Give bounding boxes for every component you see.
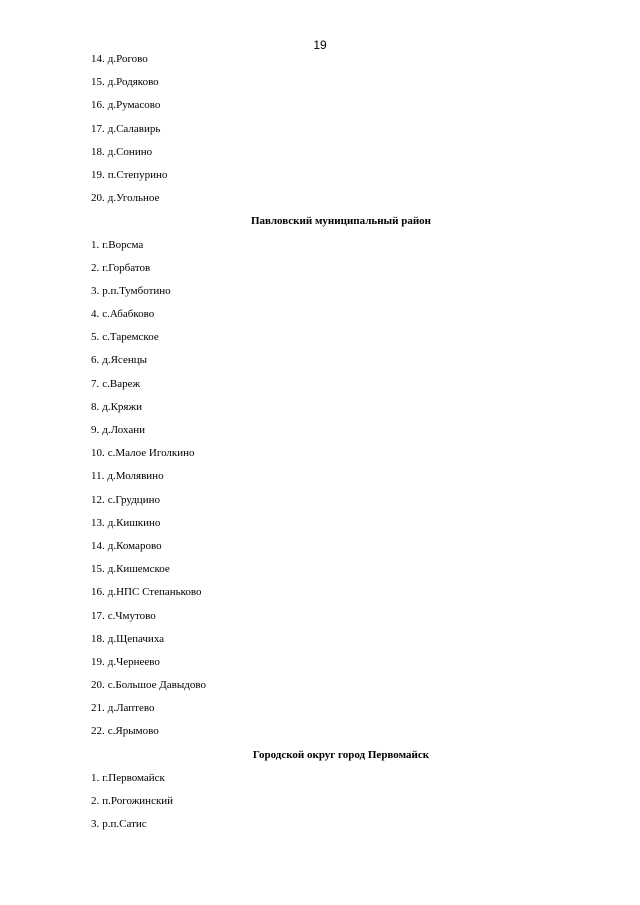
list-item [91, 71, 591, 94]
list-item-number: 7. [91, 377, 100, 390]
list-item-number: 20. [91, 679, 105, 692]
list-item-name: д.Сонино [107, 145, 153, 158]
list-item-name: п.Рогожинский [102, 795, 174, 807]
list-item [91, 280, 591, 303]
list-item-name: д.Чернеево [107, 655, 160, 668]
list-item-name: с.Абабково [102, 308, 155, 321]
list-item-number: 14. [91, 539, 105, 552]
list-item-name: д.Лохани [102, 424, 146, 436]
section-heading [91, 744, 591, 767]
section-heading [91, 210, 591, 233]
list-item-name: г.Первомайск [102, 771, 165, 784]
list-item-number: 16. [91, 586, 105, 599]
list-item-number: 18. [91, 145, 105, 158]
list-item-number: 13. [91, 516, 105, 529]
list-item-name: с.Большое Давыдово [107, 679, 206, 692]
list-item [91, 581, 591, 604]
list-item-number: 5. [91, 331, 100, 344]
list-item-name: д.НПС Степаньково [107, 586, 202, 599]
list-item [91, 651, 591, 674]
list-item-number: 17. [91, 609, 105, 622]
list-item-name: д.Угольное [107, 192, 160, 205]
list-item [91, 419, 591, 442]
page-number: 19 [313, 38, 327, 52]
list-item-name: д.Лаптево [107, 702, 155, 715]
list-item [91, 558, 591, 581]
list-item-number: 15. [91, 563, 105, 576]
list-item-name: д.Румасово [107, 99, 161, 112]
list-item-number: 15. [91, 76, 105, 89]
list-item [91, 326, 591, 349]
list-item-name: д.Рогово [107, 53, 148, 65]
list-item [91, 767, 591, 790]
list-item-name: д.Кишкино [107, 516, 161, 529]
list-item-number: 3. [91, 818, 100, 831]
list-item-number: 12. [91, 493, 105, 506]
list-item-number: 16. [91, 99, 105, 112]
list-item [91, 512, 591, 535]
list-item [91, 697, 591, 720]
list-item [91, 94, 591, 117]
list-item [91, 118, 591, 141]
list-item-number: 10. [91, 447, 105, 460]
list-item-number: 22. [91, 725, 105, 738]
list-item-name: д.Кишемское [107, 563, 170, 576]
list-item-name: п.Степурино [107, 168, 168, 181]
list-item [91, 164, 591, 187]
list-item-number: 8. [91, 400, 100, 413]
list-item [91, 465, 591, 488]
list-item-name: с.Вареж [102, 377, 141, 390]
list-item-name: д.Салавирь [107, 122, 161, 135]
list-item [91, 303, 591, 326]
list-item-name: с.Чмутово [107, 609, 156, 622]
list-item-name: с.Ярымово [107, 725, 159, 738]
section-heading-text: Павловский муниципальный район [250, 215, 432, 228]
list-item-name: д.Кряжи [102, 400, 142, 413]
list-item-number: 3. [91, 284, 100, 297]
list-item-number: 19. [91, 655, 105, 668]
list-item-number: 19. [91, 168, 105, 181]
list-item-name: с.Таремское [102, 331, 159, 344]
list-item [91, 373, 591, 396]
list-item [91, 141, 591, 164]
list-item [91, 187, 591, 210]
list-item [91, 442, 591, 465]
list-item-number: 1. [91, 771, 100, 784]
list-item-name: с.Малое Иголкино [107, 447, 195, 460]
list-item-number: 17. [91, 122, 105, 135]
list-item-name: д.Щепачиха [107, 632, 165, 645]
list-item-name: р.п.Сатис [102, 818, 147, 831]
list-item [91, 605, 591, 628]
list-item-number: 11. [91, 470, 105, 483]
list-item [91, 674, 591, 697]
list-item-name: с.Грудцино [107, 493, 160, 506]
list-item [91, 790, 591, 813]
list-item-number: 1. [91, 238, 100, 251]
list-item [91, 489, 591, 512]
list-item-number: 2. [91, 795, 100, 807]
list-item [91, 234, 591, 257]
list-item-number: 6. [91, 354, 100, 367]
section-heading-text: Городской округ город Первомайск [252, 748, 430, 761]
list-item [91, 257, 591, 280]
list-item-number: 18. [91, 632, 105, 645]
list-item-name: г.Ворсма [102, 238, 144, 251]
list-item [91, 48, 591, 71]
list-item [91, 813, 591, 836]
list-item-name: д.Ясенцы [102, 354, 147, 367]
list-item-name: д.Молявино [107, 470, 164, 483]
list-item-name: д.Родяково [107, 76, 159, 89]
list-item-number: 9. [91, 424, 100, 436]
list-item [91, 720, 591, 743]
list-item-name: д.Комарово [107, 539, 162, 552]
list-item-number: 21. [91, 702, 105, 715]
list-item [91, 349, 591, 372]
list-item [91, 535, 591, 558]
list-item [91, 628, 591, 651]
list-item [91, 396, 591, 419]
list-item-name: р.п.Тумботино [102, 284, 171, 297]
list-item-number: 4. [91, 308, 100, 321]
list-item-number: 20. [91, 192, 105, 205]
list-item-name: г.Горбатов [102, 261, 151, 274]
document-body [91, 48, 591, 836]
list-item-number: 2. [91, 261, 100, 274]
list-item-number: 14. [91, 53, 105, 65]
